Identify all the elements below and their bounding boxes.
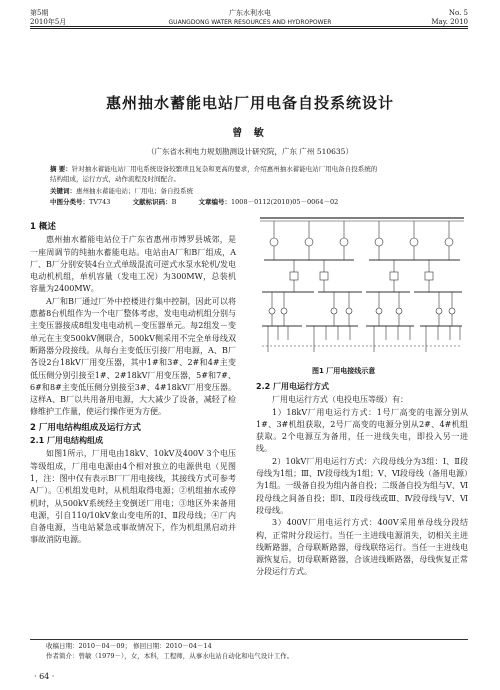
abstract [50, 164, 460, 184]
classification-line [50, 197, 460, 207]
received-date: 收稿日期：2010－04－09； 修回日期：2010－04－14 [46, 642, 212, 650]
clc-label: 中图分类号： [50, 198, 89, 206]
issue-date: 2010年5月 [30, 18, 67, 26]
journal-name-en: GUANGDONG WATER RESOURCES AND HYDROPOWER [168, 19, 332, 26]
abstract-text: 针对抽水蓄能电站厂用电系统设备较繁琐且复杂和更高的要求，介绍惠州抽水蓄能电站厂用电备自投系统的 [71, 165, 378, 173]
doc-code-label: 文献标识码： [132, 198, 172, 206]
section-2-2-intro: 厂用电运行方式（电投电压等级）有： [272, 395, 408, 405]
clc-value: TV743 [89, 198, 111, 206]
figure-caption: 图1 厂用电接线示意 [312, 367, 376, 375]
left-column [30, 218, 236, 547]
section-1-para-1: 惠州抽水蓄能电站位于广东省惠州市博罗县城郊，是一座周调节的纯抽水蓄能电站。电站由A厂和B厂组成，A厂、B厂分别安装4台立式单级混流可逆式水泵水轮机/发电电动机机组，单机容量（发电工况）为300MW，总装机容量为2400MW。 [30, 235, 236, 294]
author-bio: 作者简介：曾敏（1979－），女，本科，工程师，从事水电站自动化和电气设计工作。 [46, 652, 294, 660]
keywords [50, 186, 460, 196]
wiring-diagram [254, 212, 470, 360]
abstract-text-cont: 结构组成，运行方式，动作流程及时间配合。 [50, 175, 180, 183]
issue-month-en: May. 2010 [431, 18, 468, 26]
doc-code-value: B [171, 198, 177, 206]
author-affiliation: （广东省水利电力规划勘测设计研究院，广东 广州 510635） [147, 147, 353, 156]
section-2-2-item-1: 1）18kV厂用电运行方式：1号厂高变的电源分别从1#、3#机组获取，2号厂高变的电源分别从2#、4#机组获取。2个电源互为备用，任一进线失电，即投入另一进线。 [256, 407, 468, 454]
page-number: · 64 · [34, 672, 55, 681]
header-rule [30, 26, 468, 27]
issue-number: 第5期 [30, 9, 49, 17]
section-2-2-item-2: 2）10kV厂用电运行方式：六段母线分为3组：Ⅰ、Ⅱ段母线为1组；Ⅲ、Ⅳ段母线为1组；Ⅴ、Ⅵ段母线（备用电源）为1组。一级备自投为组内备自投；二级备自投为组与Ⅴ、Ⅵ段母线之间备自投；即Ⅰ、Ⅱ段母线或Ⅲ、Ⅳ段母线与Ⅴ、Ⅵ段母线。 [256, 456, 468, 515]
section-2-1-heading: 2.1 厂用电结构组成 [30, 436, 103, 446]
issue-no-en: No. 5 [448, 9, 468, 17]
section-2-2-item-3: 3）400V厂用电运行方式：400V采用单母线分段结构，正常时分段运行。当任一主进线电源消失，切相关主进线断路器，合母联断路器，母线联络运行。当任一主进线电源恢复后，切母联断路器，合该进线断路器，母线恢复正常分段运行方式。 [256, 518, 468, 577]
article-title: 惠州抽水蓄能电站厂用电备自投系统设计 [105, 94, 394, 112]
section-2-2-heading: 2.2 厂用电运行方式 [256, 382, 329, 391]
article-id-value: 1008－0112(2010)05－0064－02 [231, 198, 339, 206]
header-rule-thin [30, 28, 468, 29]
section-1-heading: 1 概述 [30, 222, 56, 232]
section-1-para-2: A厂和B厂通过厂外中控楼进行集中控制，因此可以将惠蓄8台机组作为一个电厂整体考虑，发电电动机组分别与主变压器接成8组发电电动机－变压器单元。每2组发－变单元在主变500kV侧联合，500kV侧采用不完全单母线双断路器分段接线。从每台主变低压引接厂用电源，A、B厂各设2台18kV厂用变压器，其中1#和3#、2#和4#主变低压侧分别引接至1#、2#18kV厂用变压器，5#和7#、6#和8#主变低压侧分别接至3#、4#18kV厂用变压器。这样A、B厂以共用备用电源，大大减少了设备，减轻了检修维护工作量，使运行操作更为方便。 [30, 296, 236, 417]
keywords-text: 惠州抽水蓄能电站；厂用电；备自投系统 [76, 187, 193, 195]
section-2-1-para: 如图1所示，厂用电由18kV、10kV及400V 3个电压等级组成，厂用电电源由4个相对独立的电源供电（见图1，注：图中仅有表示B厂厂用电接线，其接线方式可参考A厂）。①机组发电时，从机组取得电源；②机组抽水或停机时，从500kV系统经主变倒送厂用电；③地区外来备用电源，引自110/10kV象山变电所的Ⅰ、Ⅱ段母线；④厂内自备电源，当电站紧急或事故情况下，作为机组黑启动并事故消防电源。 [30, 449, 236, 545]
article-id-label: 文章编号： [198, 198, 232, 206]
article-author: 曾 敏 [232, 128, 268, 139]
section-2-heading: 2 厂用电结构组成及运行方式 [30, 422, 141, 433]
right-column [256, 380, 468, 579]
keywords-label: 关键词： [50, 187, 76, 195]
journal-name-cn: 广东水利水电 [229, 9, 271, 17]
footer-rule [30, 639, 468, 640]
abstract-label: 摘 要： [50, 165, 72, 173]
